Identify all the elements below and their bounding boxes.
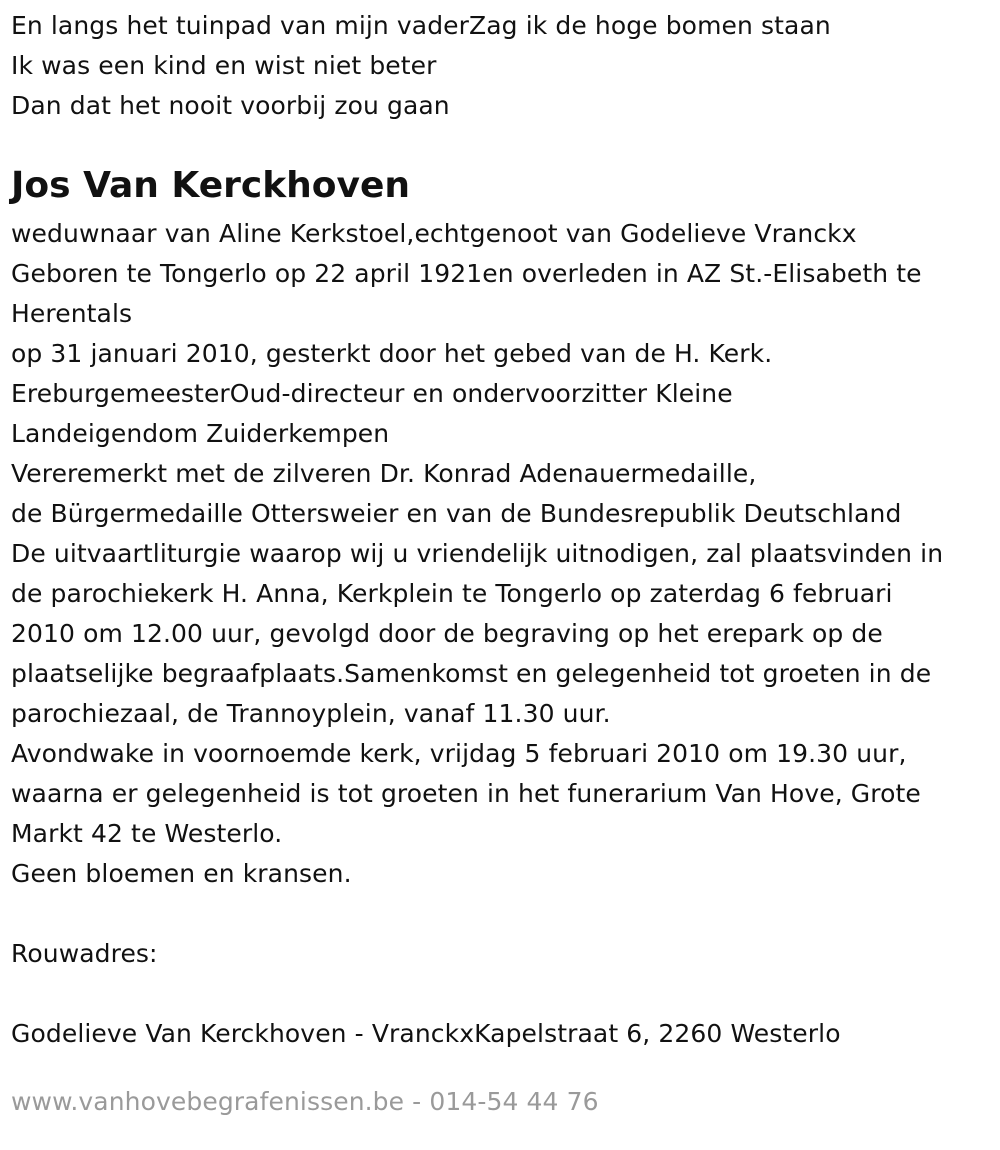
body-line: de parochiekerk H. Anna, Kerkplein te Tongerlo op zaterdag 6 februari [11,579,893,608]
body-line: Landeigendom Zuiderkempen [11,419,390,448]
body-line: Geen bloemen en kransen. [11,859,352,888]
body-line: de Bürgermedaille Ottersweier en van de Bundesrepublik Deutschland [11,499,902,528]
body-line: EreburgemeesterOud-directeur en ondervoorzitter Kleine [11,379,733,408]
body-line: plaatselijke begraafplaats.Samenkomst en gelegenheid tot groeten in de [11,659,932,688]
obituary-body [11,214,996,894]
spacer [11,894,996,934]
body-line: waarna er gelegenheid is tot groeten in het funerarium Van Hove, Grote [11,779,921,808]
body-line: parochiezaal, de Trannoyplein, vanaf 11.30 uur. [11,699,611,728]
body-line: 2010 om 12.00 uur, gevolgd door de begraving op het erepark op de [11,619,883,648]
body-line: Avondwake in voornoemde kerk, vrijdag 5 februari 2010 om 19.30 uur, [11,739,907,768]
mourning-address-label: Rouwadres: [11,939,158,968]
poem-line: Ik was een kind en wist niet beter [11,51,437,80]
poem [11,6,996,126]
body-line: Herentals [11,299,133,328]
poem-line: En langs het tuinpad van mijn vaderZag ik de hoge bomen staan [11,11,831,40]
deceased-name: Jos Van Kerckhoven [11,165,411,206]
spacer [11,974,996,1014]
body-line: op 31 januari 2010, gesterkt door het gebed van de H. Kerk. [11,339,773,368]
body-line: De uitvaartliturgie waarop wij u vriendelijk uitnodigen, zal plaatsvinden in [11,539,944,568]
body-line: Vereremerkt met de zilveren Dr. Konrad Adenauermedaille, [11,459,757,488]
funeral-home-contact: www.vanhovebegrafenissen.be - 014-54 44 76 [11,1087,599,1116]
body-line: Geboren te Tongerlo op 22 april 1921en overleden in AZ St.-Elisabeth te [11,259,922,288]
body-line: weduwnaar van Aline Kerkstoel,echtgenoot van Godelieve Vranckx [11,219,857,248]
obituary-notice [11,6,996,1122]
poem-line: Dan dat het nooit voorbij zou gaan [11,91,450,120]
mourning-address: Godelieve Van Kerckhoven - VranckxKapelstraat 6, 2260 Westerlo [11,1019,841,1048]
body-line: Markt 42 te Westerlo. [11,819,283,848]
